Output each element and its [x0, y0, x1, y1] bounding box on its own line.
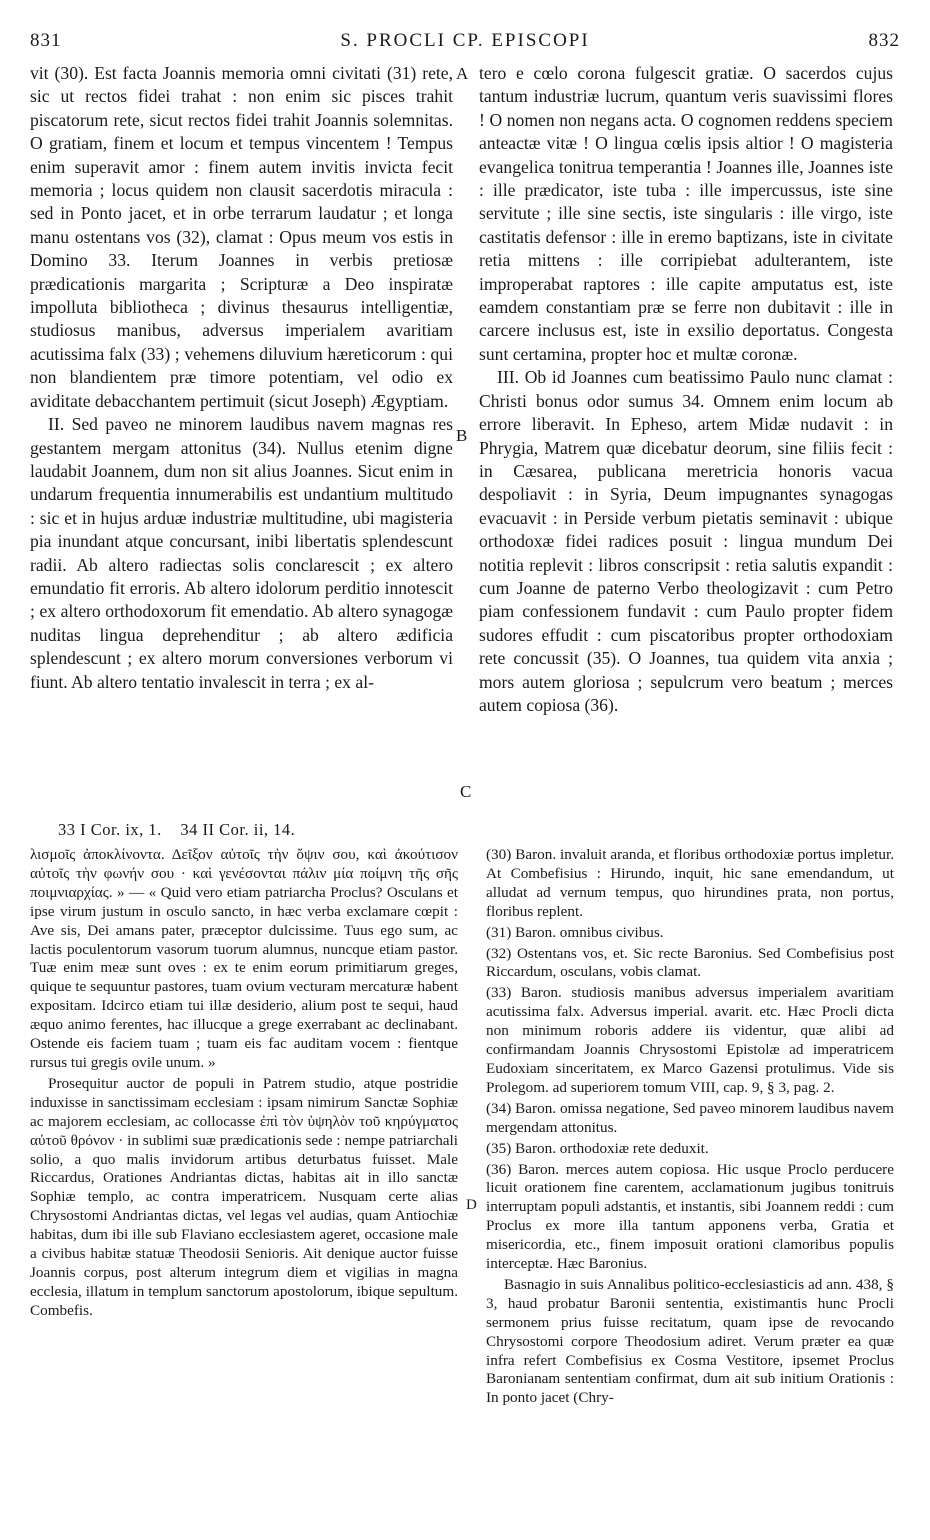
note-35: (35) Baron. orthodoxiæ rete deduxit. [486, 1139, 709, 1157]
scripture-footnotes [58, 820, 309, 840]
margin-letter-a: A [456, 64, 469, 83]
main-left-paragraph-2: II. Sed paveo ne minorem laudibus navem magnas res gestantem mergam attonitus (34). Nullus etenim digne laudabit Joannem, dum non sit alius Joannes. Sicut enim in undarum frequentia innumerabilis est undantium multitudo : sic et in hujus arduæ industriæ multitudine, ubi magisteria pia inundant atque concursant, inibi libertatis splendescunt radii. Ab altero radiectas solis conclarescit ; ex altero emundatio fit erroris. Ab altero idolorum perditio innotescit ; ex altero orthodoxorum fit emendatio. Ab altero synagogæ nuditas lingua deprehenditur ; ab altero ædificia splendescunt ; ex altero morum conversiones verborum vi fiunt. Ab altero tentatio invalescit in terra ; ex al- [30, 414, 453, 692]
page-number-right: 832 [868, 30, 900, 51]
margin-letter-d: D [466, 1197, 477, 1213]
main-text-right-column [479, 62, 893, 812]
running-header [30, 30, 900, 56]
main-right-paragraph-2: III. Ob id Joannes cum beatissimo Paulo nunc clamat : Christi bonus odor sumus 34. Omnem enim locum ab errore liberavit. In Epheso, artem Midæ nudavit : in Phrygia, Matrem quæ dicebatur deorum, sine filiis fecit : in Cæsarea, publicana meretricia honoris vacua despoliavit : in Syria, Deum impugnantes synagogas evacuavit : in Perside verbum pietatis seminavit : ubique orthodoxæ fidei radices posuit : lingua mundum Dei notitia replevit : libros conscripsit : retia salutis expandit : cum Joanne de paterno Verbo theologizavit : cum Petro piam confessionem fundavit : cum Paulo propter fidem sudores effudit : cum piscatoribus propter orthodoxiam rete concussit (35). O Joannes, tua quidem vita anxia ; mors autem gloriosa ; sepulcrum vero beatum ; merces autem copiosa (36). [479, 367, 893, 715]
notes-left-paragraph-2: Prosequitur auctor de populi in Patrem studio, atque postridie induxisse in sanctissimam ecclesiam : ipsam nimirum Sanctæ Sophiæ ac majorem ecclesiam, ac collocasse ἐπὶ τὸν ὑψηλὸν τοῦ κηρύγματος αὐτοῦ θρόνον · in sublimi suæ prædicationis sede : nempe patriarchali solio, a quo malis invidorum artibus deturbatus fuisset. Male Riccardus, Orationes Andriantas dictas, habitas ait in illo sanctæ Sophiæ templo, ac contra imperatricem. Nusquam certe alias Chrysostomi Andriantas dictas, vel legas vel audias, quam Antiochiæ habitas, dum ibi ille sub Flaviano ecclesiastem ageret, occasione male a civibus habitæ statuæ Theodosii Senioris. Ait denique auctor fuisse Joannis corpus, post alterum integrum diem et vigilias in magna ecclesia, illatum in templum sanctorum apostolorum, ibique sepultum. Combefis. [30, 1074, 458, 1319]
notes-left-column [30, 846, 458, 1536]
note-31: (31) Baron. omnibus civibus. [486, 923, 664, 941]
note-33: (33) Baron. studiosis manibus adversus imperialem avaritiam acutissima falx. Adversus imperial. avarit. etc. Hæc Procli dicta non minimum roboris addere iis videntur, quæ alibi ad confirmandam Joannis Chrysostomi Epistolæ ad imperatricem Eudoxiam sinceritatem, ex Marco Gazensi protulimus. Vide sis Prolegom. ad superiorem tomum VIII, cap. 9, § 3, pag. 2. [486, 984, 894, 1096]
main-left-paragraph-1: vit (30). Est facta Joannis memoria omni civitati (31) rete, sic ut rectos fidei trahat : non enim sic pisces trahit piscatorum rete, sicut rectos fidei trahit Joannis solemnitas. O gratiam, finem et locum et tempus vincentem ! Tempus enim superavit amor : finem autem invitis invicta fecit memoria ; locus quidem non clausit sacerdotis miracula : sed in Ponto jacet, et in orbe terrarum laudatur ; et longa manu ostentans vos (32), clamat : Opus meum vos estis in Domino 33. Iterum Joannes in verbis pretiosæ prædicationis margarita ; Scripturæ a Deo inspiratæ impolluta bibliotheca ; divinus thesaurus intelligentiæ, studiosus manibus, adversus imperialem avaritiam acutissima falx (33) ; vehemens diluvium hæreticorum : qui non blandientem præ timore potentiam, vel odio ex aviditate debacchantem pertimuit (sicut Joseph) Ægyptiam. [30, 63, 453, 411]
footnote-33: 33 I Cor. ix, 1. [58, 820, 162, 839]
main-right-paragraph-1: tero e cœlo corona fulgescit gratiæ. O sacerdos cujus tantum industriæ lucrum, quantum veris suavissimi flores ! O nomen non negans acta. O cognomen reddens speciem anteactæ vitæ ! O lingua cœlis ipsis altior ! O magisteria evangelica tonitrua temperantia ! Joannes ille, Joannes iste : ille prædicator, iste tuba : ille impercussus, iste sine servitute ; ille sine sectis, iste singularis : ille virgo, iste castitatis defensor : ille in eremo baptizans, iste in civitate retia mittens : ille corripiebat adulterantem, iste improperabat raptores : ille capite amputatus est, iste eamdem constantiam præ se ferre non dubitavit : ille in carcere inclusus est, iste in exsilio deportatus. Congesta sunt certamina, propter hoc et multæ coronæ. [479, 63, 893, 364]
margin-letter-b: B [456, 426, 468, 445]
note-36: (36) Baron. merces autem copiosa. Hic usque Proclo perducere licuit orationem fine carentem, acclamationum jugibus tonitruis interruptam populi adstantis, et instantis, sibi Joannem reddi : cum Proclus ex more illa tantum apponens verba, Gratia et misericordia, etc., finem imposuit orationi clamoribus populis interceptæ. Hæc Baronius. [486, 1160, 894, 1273]
note-30: (30) Baron. invaluit aranda, et floribus orthodoxiæ portus impletur. At Combefisius : Hirundo, inquit, hic sane emendandum, ut alludat ad vernum tempus, quo hirundines prata, non portus, floribus replent. [486, 846, 894, 920]
page-number-left: 831 [30, 30, 62, 51]
notes-right-column [486, 846, 894, 1536]
footnote-34: 34 II Cor. ii, 14. [180, 820, 296, 839]
running-title: S. PROCLI CP. EPISCOPI [340, 30, 590, 51]
note-34: (34) Baron. omissa negatione, Sed paveo minorem laudibus navem mergendam attonitus. [486, 1099, 894, 1136]
notes-left-paragraph-1: λισμοῖς ἀποκλίνοντα. Δεῖξον αὐτοῖς τὴν ὄψιν σου, καὶ ἀκούτισον αὐτοῖς τὴν φωνήν σου · καὶ γενέσονται πάλιν μία ποίμνη τῆς σῆς ποιμνιαρχίας. » — « Quid vero etiam patriarcha Proclus? Osculans et ipse virum justum in osculo sancto, in hæc verba exclamare cœpit : Ave sis, Dei amans pater, præceptor dulcissime. Tuus ego sum, ac lactis poculentorum vasorum tuorum alumnus, nuncque etiam pastor. Tuæ enim meæ sunt oves : ex te enim eorum primitiarum greges, quique te sequuntur pastores, tuam ovium vecturam mercaturæ habent expositam. Idcirco etiam tui illæ desiderio, alium post te sequi, haud æquo animo ferentes, hac illucque a grege exerrabant ac declinabant. Ostende eis faciem tuam ; tuam eis fac auditam vocem : fientque rursus tui gregis ovile unum. » [30, 846, 458, 1071]
margin-letter-c: C [460, 782, 472, 801]
note-basnage: Basnagio in suis Annalibus politico-ecclesiasticis ad ann. 438, § 3, haud probatur Baronii sententia, existimantis hunc Procli sermonem prius fuisse recitatum, quam ipse de revocando Chrysostomi corpore Theodosium adiret. Verum præter ea quæ infra refert Combefisius ex Cosma Vestitore, ipsemet Proclus Baronianam sententiam confirmat, dum ait sub initium Orationis : In ponto jacet (Chry- [486, 1275, 894, 1407]
main-text-left-column [30, 62, 453, 812]
note-32: (32) Ostentans vos, et. Sic recte Baronius. Sed Combefisius post Riccardum, osculans, vobis clamat. [486, 944, 894, 981]
